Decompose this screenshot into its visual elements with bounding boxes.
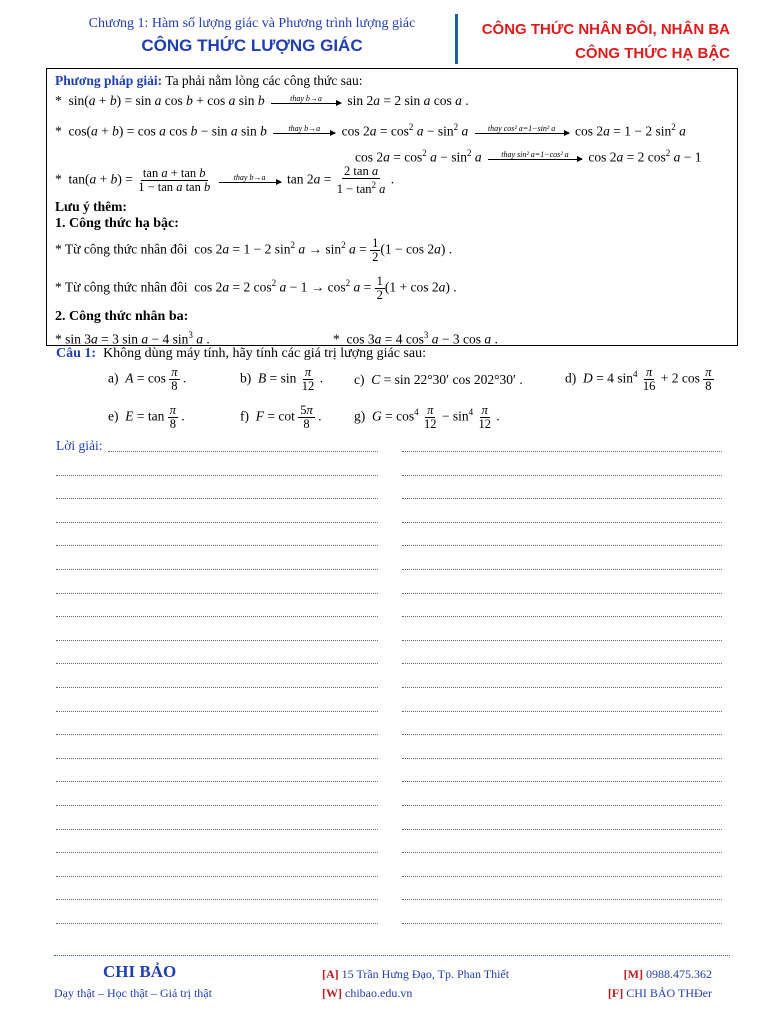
arrow-icon: thay b→a — [219, 179, 281, 183]
answer-line-right — [402, 758, 722, 759]
item-e: e) E = tan $\frac{\pi}{8}$ . — [108, 403, 185, 431]
formula-box — [46, 68, 738, 346]
answer-line-left — [56, 876, 378, 877]
brand-name: CHI BẢO — [103, 962, 177, 981]
footer-facebook[interactable]: [F] CHI BẢO THĐer — [607, 986, 712, 1000]
formula-sin-sum: * sin(a + b) = sin a cos b + cos a sin b thay b→a sin 2a = 2 sin a cos a . — [55, 93, 469, 108]
topic-line-1: CÔNG THỨC NHÂN ĐÔI, NHÂN BA — [481, 21, 730, 38]
answer-line-right — [402, 829, 722, 830]
answer-line-right — [402, 569, 722, 570]
method-text: Ta phải nằm lòng các công thức sau: — [165, 73, 363, 88]
answer-line-right — [402, 545, 722, 546]
answer-line-left — [56, 475, 378, 476]
answer-line-left — [56, 593, 378, 594]
question-text: Không dùng máy tính, hãy tính các giá trị lượng giác sau: — [103, 346, 426, 361]
answer-line-right — [402, 522, 722, 523]
answer-line-left — [56, 923, 378, 924]
answer-line-left — [56, 805, 378, 806]
answer-line-left — [56, 758, 378, 759]
formula-cos-double-2: $\cos 2a = \cos^2 a - \sin^2 a$ thay sin² a=1−cos² a cos 2a = 2 $\cos^2 a - 1$ — [355, 148, 702, 165]
section-2-title: 2. Công thức nhân ba: — [55, 309, 189, 324]
answer-line-left — [56, 640, 378, 641]
note-label: Lưu ý thêm: — [55, 199, 127, 214]
answer-line-left — [56, 687, 378, 688]
answer-line-left — [56, 829, 378, 830]
footer-address: [A] 15 Trần Hưng Đạo, Tp. Phan Thiết — [322, 967, 510, 981]
answer-line-right — [402, 781, 722, 782]
question-line — [56, 346, 426, 362]
answer-line-right — [402, 616, 722, 617]
footer-website[interactable]: [W] chibao.edu.vn — [322, 986, 413, 1000]
answer-line-left — [56, 899, 378, 900]
answer-line-left — [56, 616, 378, 617]
header-left — [56, 16, 448, 56]
answer-line-right — [402, 663, 722, 664]
item-f: f) F = cot $\frac{5\pi}{8}$ . — [240, 403, 322, 431]
lowering-cos: * Từ công thức nhân đôi cos 2a = 2 $\cos^2 a - 1 \to \cos^2 a$ = $\frac{1}{2}$ (1 + cos 2a) . — [55, 274, 457, 302]
answer-line-left — [56, 852, 378, 853]
section-1-title: 1. Công thức hạ bậc: — [55, 216, 179, 231]
lowering-sin: * Từ công thức nhân đôi cos 2a = 1 − 2 $\sin^2 a \to \sin^2 a$ = $\frac{1}{2}$ (1 − cos 2a) . — [55, 236, 453, 264]
answer-line-right — [402, 805, 722, 806]
solution-label: Lời giải: — [56, 438, 103, 453]
footer-divider — [54, 955, 730, 956]
answer-line-left — [56, 522, 378, 523]
answer-line-left — [56, 663, 378, 664]
answer-line-left — [56, 711, 378, 712]
arrow-icon: thay b→a — [273, 130, 335, 134]
answer-line-right — [402, 451, 722, 452]
method-line — [55, 73, 362, 89]
answer-line-right — [402, 640, 722, 641]
answer-line-right — [402, 498, 722, 499]
answer-line-right — [402, 876, 722, 877]
header-right — [482, 18, 730, 66]
footer-phone: [M] 0988.475.362 — [623, 967, 712, 981]
topic-line-2: CÔNG THỨC HẠ BẬC — [575, 45, 730, 62]
item-b: b) B = sin $\frac{\pi}{12}$ . — [240, 365, 323, 393]
subject-title: CÔNG THỨC LƯỢNG GIÁC — [141, 36, 363, 55]
answer-line-right — [402, 852, 722, 853]
answer-line-right — [402, 687, 722, 688]
arrow-icon: thay b→a — [271, 100, 341, 104]
question-label: Câu 1: — [56, 346, 97, 361]
item-a: a) A = cos $\frac{\pi}{8}$ . — [108, 365, 187, 393]
item-g: g) $G = \cos^4$ $\frac{\pi}{12}$ − $\sin^4$ $\frac{\pi}{12}$ . — [354, 403, 500, 431]
answer-line-left — [56, 498, 378, 499]
answer-line-right — [402, 899, 722, 900]
arrow-icon: thay sin² a=1−cos² a — [488, 156, 582, 160]
item-c: c) C = sin 22°30′ cos 202°30′ . — [354, 372, 523, 387]
chapter-title: Chương 1: Hàm số lượng giác và Phương trình lượng giác — [88, 16, 416, 31]
formula-tan-sum: * tan(a + b) = $\frac{\text{tan a + tan b}}{\text{1 − tan a tan b}}$ thay b→a tan 2a = $\frac{\text{2 tan a}}{1 - \tan^2 a}$ . — [55, 164, 395, 197]
formula-cos-sum: * cos(a + b) = cos a cos b − sin a sin b thay b→a $\cos 2a = \cos^2 a - \sin^2 a$ thay cos² a=1−sin² a cos 2a = 1 − 2 $\sin^2 a$ — [55, 122, 686, 139]
triple-cos: * cos 3a = 4 $\cos^3 a - 3$ cos a . — [333, 330, 498, 347]
header-divider — [455, 14, 458, 64]
answer-line-right — [402, 593, 722, 594]
method-label: Phương pháp giải: — [55, 73, 163, 88]
answer-line-right — [402, 711, 722, 712]
answer-line-right — [402, 734, 722, 735]
answer-line-left — [56, 781, 378, 782]
answer-line-left — [56, 569, 378, 570]
triple-sin: * sin 3a = 3 sin a − 4 $\sin^3 a$ . — [55, 330, 210, 347]
answer-line-left — [56, 734, 378, 735]
answer-line-right — [402, 923, 722, 924]
answer-line-left — [108, 451, 378, 452]
answer-line-left — [56, 545, 378, 546]
arrow-icon: thay cos² a=1−sin² a — [475, 130, 569, 134]
item-d: d) D = 4 $\sin^4$ $\frac{\pi}{16}$ + 2 cos $\frac{\pi}{8}$ — [565, 365, 712, 393]
answer-line-right — [402, 475, 722, 476]
brand-slogan: Dạy thật – Học thật – Giá trị thật — [54, 986, 212, 1000]
